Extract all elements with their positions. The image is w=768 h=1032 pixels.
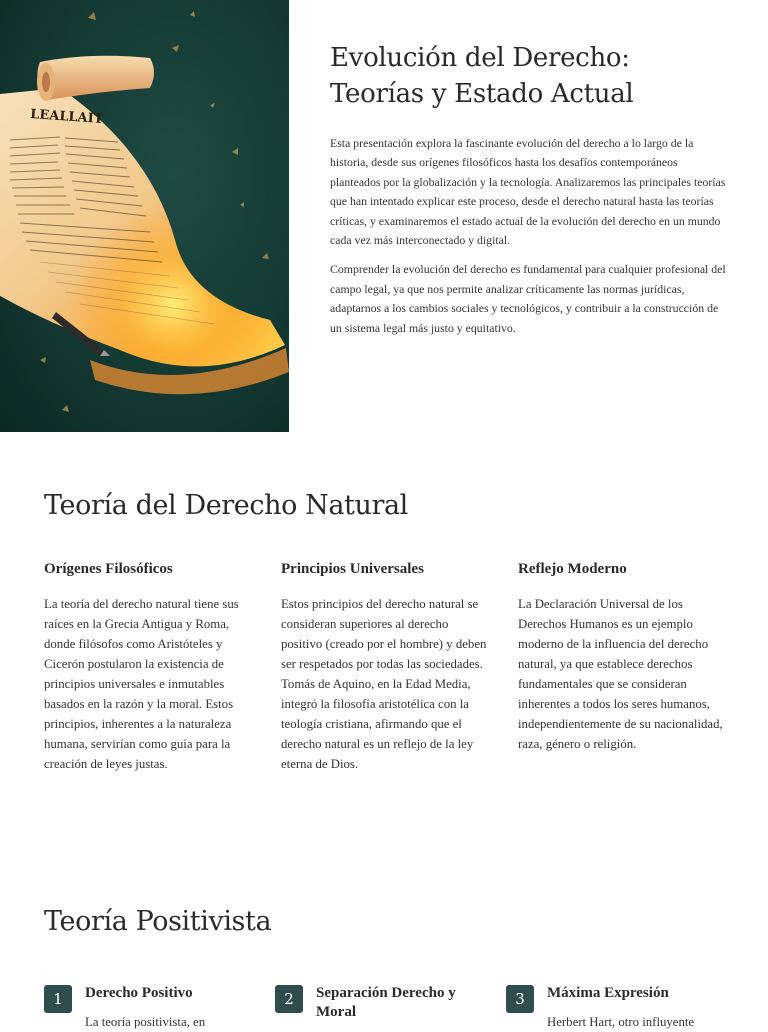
natural-law-column-modern <box>518 561 726 754</box>
column-heading: Orígenes Filosóficos <box>44 561 173 577</box>
column-body: La teoría del derecho natural tiene sus raíces en la Grecia Antigua y Roma, donde filósofos como Aristóteles y Cicerón postularon la existencia de principios universales e inmutables basados en la razón y la moral. Estos principios, inherentes a la naturaleza humana, servirían como guía para la creación de leyes justas. <box>44 597 239 771</box>
step-body: Herbert Hart, otro influyente <box>547 1015 695 1029</box>
step-heading: Máxima Expresión <box>547 985 669 1001</box>
column-body: Estos principios del derecho natural se consideran superiores al derecho positivo (creado por el hombre) y deben ser respetados por todas las sociedades. Tomás de Aquino, en la Edad Media, integró la filosofía aristotélica con la teología cristiana, afirmando que el derecho natural es un reflejo de la ley eterna de Dios. <box>281 597 487 771</box>
column-body: La Declaración Universal de los Derechos Humanos es un ejemplo moderno de la influencia del derecho natural, ya que establece derechos fundamentales que se consideran inherentes a todos los seres humanos, independientemente de su nacionalidad, raza, género o religión. <box>518 597 723 751</box>
hero-text <box>330 40 726 348</box>
hero-section <box>0 0 768 432</box>
step-number-badge: 3 <box>506 985 534 1013</box>
natural-law-column-principles <box>281 561 491 774</box>
step-number-badge: 2 <box>275 985 303 1013</box>
intro-paragraph: Esta presentación explora la fascinante evolución del derecho a lo largo de la historia, desde sus orígenes filosóficos hasta los desafíos contemporáneos planteados por la globalización y la tecnología. Analizaremos las principales teorías que han intentado explicar este proceso, desde el derecho natural hasta las teorías críticas, y examinaremos el estado actual de la evolución del derecho en un mundo cada vez más interconectado y digital. <box>330 136 726 248</box>
intro-paragraph-2: Comprender la evolución del derecho es fundamental para cualquier profesional del campo legal, ya que nos permite analizar críticamente las normas jurídicas, adaptarnos a los cambios sociales y tecnológicos, y contribuir a la construcción de un sistema legal más justo y equitativo. <box>330 262 726 335</box>
column-heading: Reflejo Moderno <box>518 561 627 577</box>
step-heading: Derecho Positivo <box>85 985 193 1001</box>
page-title: Evolución del Derecho: Teorías y Estado Actual <box>330 43 634 109</box>
natural-law-column-origins <box>44 561 254 774</box>
column-heading: Principios Universales <box>281 561 424 577</box>
step-heading: Separación Derecho y Moral <box>316 985 456 1020</box>
step-body: La teoría positivista, en <box>85 1015 206 1029</box>
natural-law-heading: Teoría del Derecho Natural <box>44 490 408 521</box>
parchment-illustration <box>0 0 289 432</box>
parchment-title: LEALLAIT <box>29 107 104 128</box>
hero-image-parchment-scroll <box>0 0 289 432</box>
step-number-badge: 1 <box>44 985 72 1013</box>
positivism-heading: Teoría Positivista <box>44 906 272 937</box>
